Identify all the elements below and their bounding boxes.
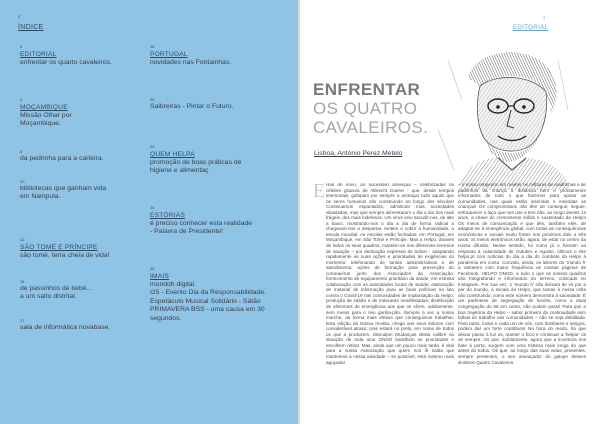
headline-bold: ENFRENTAR [313,80,421,99]
index-entry[interactable] [20,279,140,302]
entry-title: segundos. [150,314,182,322]
entry-title: PRIMAVERA BSS - uma causa em 30 [150,306,265,314]
entry-section-link[interactable]: QUEM HELPA [150,151,195,158]
entry-section-link[interactable]: ESTÓRIAS [150,212,185,219]
entry-page-number: 17 [20,318,25,323]
index-entry[interactable] [20,44,140,67]
entry-page-number: 18 [150,44,155,49]
entry-page-number: 3 [20,44,23,49]
index-page [0,0,298,424]
entry-title: em Nampula. [20,193,61,201]
index-entry[interactable] [150,205,290,237]
entry-section-link[interactable]: PORTUGAL [150,51,188,58]
entry-title: Missão Olhar por [20,112,72,119]
page-number: 3 [543,15,546,20]
entry-title: Saibreiras - Pintar o Futuro. [150,103,234,110]
entry-title: Moçambique. [20,120,61,128]
headline-line: OS QUATRO [313,99,418,118]
entry-title: - Palavra de Presidente! [150,228,223,236]
entry-page-number: 12 [20,237,25,242]
entry-title: bibliotecas que ganham vida [20,185,107,192]
article-byline: Lisboa, António Perez Metelo [314,150,403,157]
entry-page-number: 6 [20,149,23,154]
entry-title: da pedrinha para a carteira. [20,155,104,162]
entry-section-link[interactable]: EDITORIAL [20,51,57,58]
entry-title: Espetáculo Musical Solidário - Sátão [150,297,261,305]
entry-page-number: 20 [150,97,155,102]
entry-title: é preciso conhecer esta realidade [150,220,253,227]
index-title: ÍNDICE [18,24,44,31]
index-entry[interactable] [150,97,290,111]
article-column-1: Has de novo, ao sucessivo ameaças – celebrizadas na célebre gravura de Albrecht Duerer - que, desde tempos imemoriais, galopam por sempre a ameaçar tudo aquilo que os seres humanos vão construindo ao longo dos séculos! Continuamos espantados, admitindo mas sociedades abastadas, mas que sempre alimentaram o dia a dia dos mais frágeis, dos mais indefesos. Um vírus veio sacudir-nos, de alto a baixo, mostrando-nos o dia a dia de forma radical a chegaram-nos a despertar, tentem e cobrir a humanidade, a escala mundial. As escolas estão fechadas: em Portugal, em Moçambique, em São Tomé e Príncipe. Mas a Helpo, através de todos os seus quadros, mantém-se nos diferentes terrenos de atuação – por dedicação expressa de todos! - adaptando rapidamente as suas ações e prioridades às exigências do momento: telefonando de tantas administrativas e de atendimento; ações de formação para prevenção do coronavírus junto dos Associados da Associação; fornecimento de equipamento prioritário da saúde, em estreita colaboração com as autoridades locais de Saúde; elaboração de material de informação para as boas políticas na luta contra o Covid-19 nas comunidades de implantação da Helpo; produção de sabão e de máscaras manifestadas; distribuição de alimentos de emergência aos que os vêem, subitamente, sem meios para o seu ganha-pão. Sempre a ver, a nossa marcha, da forma mais efetiva que conseguimos trabalhar. Esta edição da Nossa revista, chega aos seus leitores com considerável atraso; pois estará no prelo, em nome de todos os que a produzem, desculpe! Mudanças desta calibre na situação de toda uma ONGD baralham as prioridades e escolhem retirar. Mas, ainda que um pouco mais tarde, é vital para a nossa Associação que quem nos lê saiba que mantemos a nossa atividade – se possível, está mesmo mais aguçada! [326,182,454,365]
entry-title: mundoh digital. [150,281,197,288]
index-entry[interactable] [20,179,140,202]
entry-title: de passinhos de bebé... [20,285,93,292]
entry-title: novidades nas Fontainhas. [150,59,232,66]
entry-page-number: 14 [20,279,25,284]
entry-section-link[interactable]: MOÇAMBIQUE [20,104,68,111]
index-entry[interactable] [150,266,295,323]
entry-page-number: 22 [150,144,155,149]
article-column-2: – o nosso empenho em manter os milhares de madrinhas e de padrinhos da criança à distância bem e prontamente informados de tudo o que fazemos para apoiar as comunidades, nas quais estão inseridas e inseridas as crianças! Os compromissos não têm de conseguir, seguer, enfraquecer o laço que nos une a tem não, ao longo destes 12 anos, a chave do crescimento sólido e sustentado da Helpo! Os meios de comunicação é que têm, também eles, de adaptar-se à emergência global, com todas as consequências económicas e sociais muito fortes nos próximos dois a três anos: os meios eletrónicos terão, agora, de estar no centro da nossa difusão. Nesse sentido, fui como já o fizeram na resposta à calamidade de Outubro e Agosto, últimos o site helpo.pt com notícias do dia a dia do combate da Helpo à pandemia em curso. Convido, ainda, os leitores do 'mundo h' a visitarem com maior frequência as nossas páginas de Facebook, HELPO ONGD, a tudo o que os nossos quadros vão fotografando e informando do terreno, colocado no Instagram. Por sua vez, o 'mundo h' não deixará de vir por a par do mundo, à escala da Helpo, que tantas à nossa volta vão construindo, como este número demonstra à saciedade. É um parêntese de segregação de fundos, como a atual congregação do 85 em curso, não podem parar! Para que a boa trajetória da Helpo – sabor primeiro da continuidade sem falhas do trabalho nas comunidades – não se veja debilitada. Para tanto, todos e cada um de vós, com familiares e amigos, podem dar um forte contributo! Na hora do medo, há que deixar passo à luz os, manter o foco e continuar a 'helpar' os de sempre. Os que, subitamente, agora que a incerteza nos bate à porta, surgem com uma tristeza mais longa do que antes do todos. Os que, ao longo das suas vidas, presentes, sempre presentes, o seu ameaçador do galope desses sinistros Quatro Cavaleiros. [458,182,586,365]
index-entry[interactable] [150,144,290,176]
entry-title: a um salto distrital. [20,293,77,301]
entry-title: I25 - Evento Dia da Responsabilidade. [150,289,266,297]
index-entry[interactable] [150,44,290,67]
page-number: 2 [18,14,21,19]
entry-section-link[interactable]: IMAIS [150,273,169,280]
entry-title: higiene e alimentaç [150,167,209,175]
entry-page-number: 26 [150,266,155,271]
entry-section-link[interactable]: SÃO TOMÉ E PRÍNCIPE [20,244,98,251]
index-entry[interactable] [20,149,140,163]
entry-page-number: 24 [150,205,155,210]
drop-cap: E [313,180,326,202]
index-entry[interactable] [20,318,150,332]
entry-page-number: 10 [20,179,25,184]
index-entry[interactable] [20,237,150,260]
entry-title: enfrentar os quarto cavaleiros. [20,59,112,66]
section-label: EDITORIAL [513,24,549,31]
article-headline [313,80,445,137]
index-entry[interactable] [20,97,140,129]
entry-title: sala de informática novabase. [20,324,111,331]
entry-title: promoção de boas práticas de [150,159,242,166]
headline-line: CAVALEIROS. [313,118,429,137]
entry-page-number: 4 [20,97,23,102]
entry-title: são tomé, terra cheia de vida! [20,252,110,259]
